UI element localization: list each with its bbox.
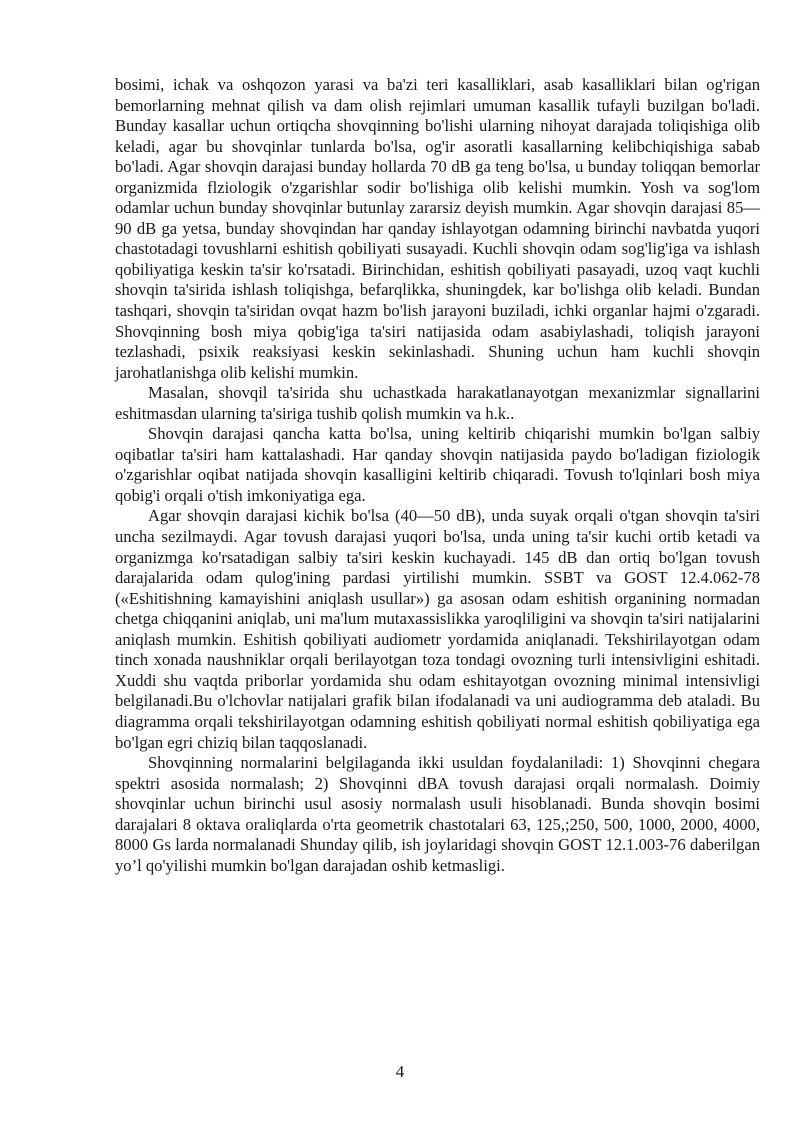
document-body (115, 75, 760, 876)
paragraph-5: Shovqinning normalarini belgilaganda ikki usuldan foydalaniladi: 1) Shovqinni chegara spektri asosida normalash; 2) Shovqinni dBA tovush darajasi orqali normalash. Doimiy shovqinlar uchun birinchi usul asosiy normalash usuli hisoblanadi. Bunda shovqin bosimi darajalari 8 oktava oraliqlarda o'rta geometrik chastotalari 63, 125,;250, 500, 1000, 2000, 4000, 8000 Gs larda normalanadi Shunday qilib, ish joylaridagi shovqin GOST 12.1.003-76 daberilgan yo’l qo'yilishi mumkin bo'lgan darajadan oshib ketmasligi. (115, 753, 760, 875)
paragraph-1: bosimi, ichak va oshqozon yarasi va ba'zi teri kasalliklari, asab kasalliklari bilan og'rigan bemorlarning mehnat qilish va dam olish rejimlari umuman kasallik tufayli buzilgan bo'ladi. Bunday kasallar uchun ortiqcha shovqinning bo'lishi ularning nihoyat darajada toliqishiga olib keladi, agar bu shovqinlar tunlarda bo'lsa, og'ir asoratli kasallarning kelibchiqishiga sabab bo'ladi. Agar shovqin darajasi bunday hollarda 70 dB ga teng bo'lsa, u bunday toliqqan bemorlar organizmida flziologik o'zgarishlar sodir bo'lishiga olib kelishi mumkin. Yosh va sog'lom odamlar uchun bunday shovqinlar butunlay zararsiz deyish mumkin. Agar shovqin darajasi 85—90 dB ga yetsa, bunday shovqindan har qanday ishlayotgan odamning birinchi navbatda yuqori chastotadagi tovushlarni eshitish qobiliyati susayadi. Kuchli shovqin odam sog'lig'iga va ishlash qobiliyatiga keskin ta'sir ko'rsatadi. Birinchidan, eshitish qobiliyati pasayadi, uzoq vaqt kuchli shovqin ta'sirida ishlash toliqishga, befarqlikka, shuningdek, kar bo'lishga olib keladi. Bundan tashqari, shovqin ta'siridan ovqat hazm bo'lish jarayoni buziladi, ichki organlar hajmi o'zgaradi. Shovqinning bosh miya qobig'iga ta'siri natijasida odam asabiylashadi, toliqish jarayoni tezlashadi, psixik reaksiyasi keskin sekinlashadi. Shuning uchun ham kuchli shovqin jarohatlanishga olib kelishi mumkin. (115, 75, 760, 382)
paragraph-2: Masalan, shovqil ta'sirida shu uchastkada harakatlanayotgan mexanizmlar signallarini eshitmasdan ularning ta'siriga tushib qolish mumkin va h.k.. (115, 383, 760, 423)
paragraph-3: Shovqin darajasi qancha katta bo'lsa, uning keltirib chiqarishi mumkin bo'lgan salbiy oqibatlar ta'siri ham kattalashadi. Har qanday shovqin natijasida paydo bo'ladigan fiziologik o'zgarishlar oqibat natijada shovqin kasalligini keltirib chiqaradi. Tovush to'lqinlari bosh miya qobig'i orqali o'tish imkoniyatiga ega. (115, 424, 760, 505)
page-number: 4 (395, 1062, 405, 1081)
paragraph-4: Agar shovqin darajasi kichik bo'lsa (40—50 dB), unda suyak orqali o'tgan shovqin ta'siri uncha sezilmaydi. Agar tovush darajasi yuqori bo'lsa, unda uning ta'sir kuchi ortib ketadi va organizmga ko'rsatadigan salbiy ta'siri keskin kuchayadi. 145 dB dan ortiq bo'lgan tovush darajalarida odam qulog'ining pardasi yirtilishi mumkin. SSBT va GOST 12.4.062-78 («Eshitishning kamayishini aniqlash usullar») ga asosan odam eshitish organining normadan chetga chiqqanini aniqlab, uni ma'lum mutaxassislikka yaroqliligini va shovqin ta'siri natijalarini aniqlash mumkin. Eshitish qobiliyati audiometr yordamida aniqlanadi. Tekshirilayotgan odam tinch xonada naushniklar orqali berilayotgan toza tondagi ovozning turli intensivligini eshitadi. Xuddi shu vaqtda priborlar yordamida shu odam eshitayotgan ovozning minimal intensivligi belgilanadi.Bu o'lchovlar natijalari grafik bilan ifodalanadi va uni audiogramma deb ataladi. Bu diagramma orqali tekshirilayotgan odamning eshitish qobiliyati normal eshitish qobiliyatiga ega bo'lgan egri chiziq bilan taqqoslanadi. (115, 506, 760, 752)
